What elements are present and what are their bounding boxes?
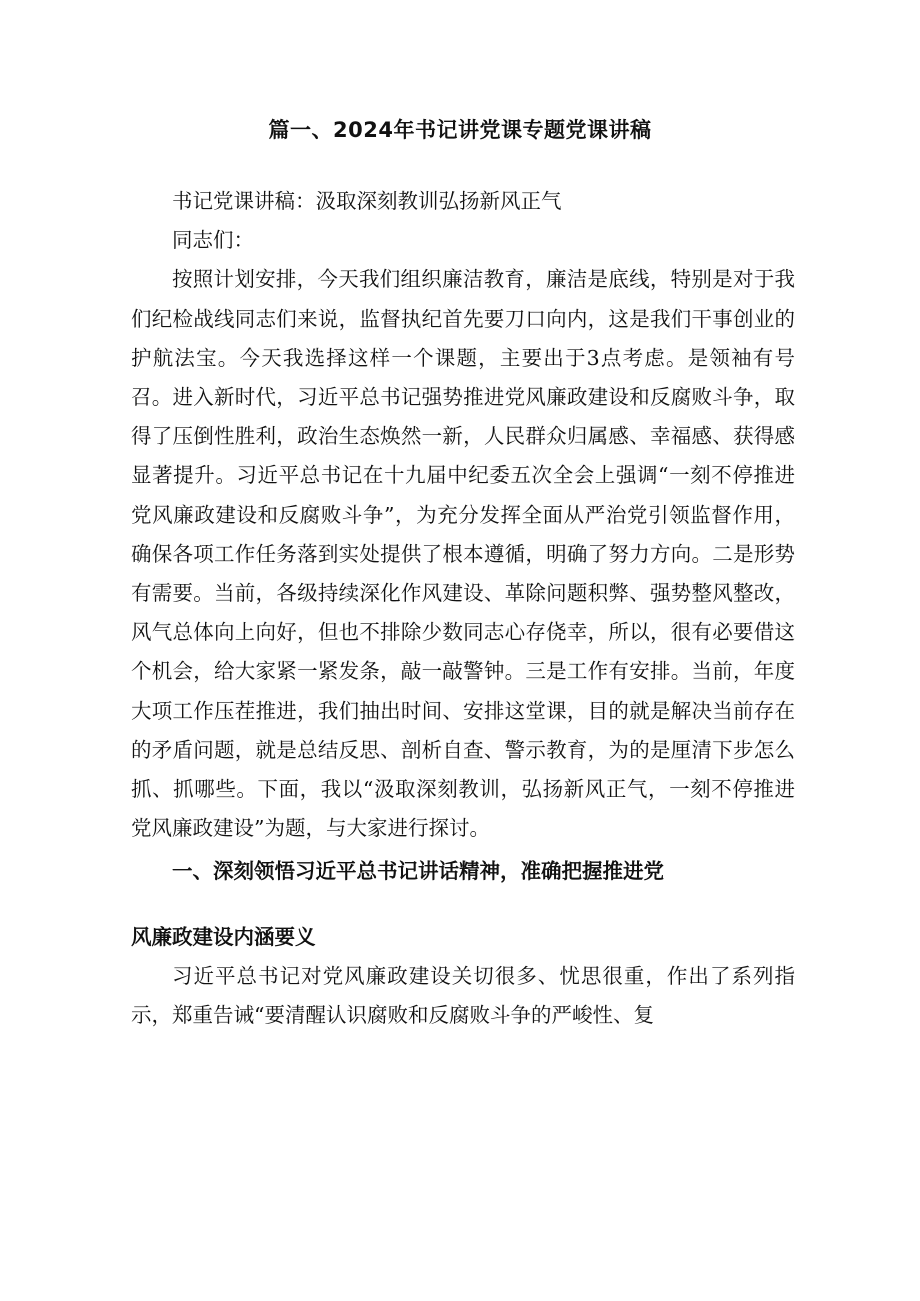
document-title: 篇一、2024年书记讲党课专题党课讲稿 (268, 118, 652, 142)
section-heading-line-2: 风廉政建设内涵要义 (131, 924, 316, 949)
paragraph-intro: 按照计划安排，今天我们组织廉洁教育，廉洁是底线，特别是对于我们纪检战线同志们来说，监督执纪首先要刀口向内，这是我们干事创业的护航法宝。今天我选择这样一个课题，主要出于3点考虑。是领袖有号召。进入新时代，习近平总书记强势推进党风廉政建设和反腐败斗争，取得了压倒性胜利，政治生态焕然一新，人民群众归属感、幸福感、获得感显著提升。习近平总书记在十九届中纪委五次全会上强调“一刻不停推进党风廉政建设和反腐败斗争”，为充分发挥全面从严治党引领监督作用，确保各项工作任务落到实处提供了根本遵循，明确了努力方向。二是形势有需要。当前，各级持续深化作风建设、革除问题积弊、强势整风整改，风气总体向上向好，但也不排除少数同志心存侥幸，所以，很有必要借这个机会，给大家紧一紧发条，敲一敲警钟。三是工作有安排。当前，年度大项工作压茬推进，我们抽出时间、安排这堂课，目的就是解决当前存在的矛盾问题，就是总结反思、剖析自查、警示教育，为的是厘清下步怎么抓、抓哪些。下面，我以“汲取深刻教训，弘扬新风正气，一刻不停推进党风廉政建设”为题，与大家进行探讨。 (131, 267, 795, 841)
document-body (131, 182, 795, 1035)
salutation: 同志们： (172, 228, 254, 253)
paragraph-section-1: 习近平总书记对党风廉政建设关切很多、忧思很重，作出了系列指示，郑重告诫“要清醒认识腐败和反腐败斗争的严峻性、复 (131, 963, 795, 1028)
section-heading-line-1: 一、深刻领悟习近平总书记讲话精神，准确把握推进党 (172, 859, 664, 884)
document-subtitle: 书记党课讲稿：汲取深刻教训弘扬新风正气 (172, 189, 562, 213)
